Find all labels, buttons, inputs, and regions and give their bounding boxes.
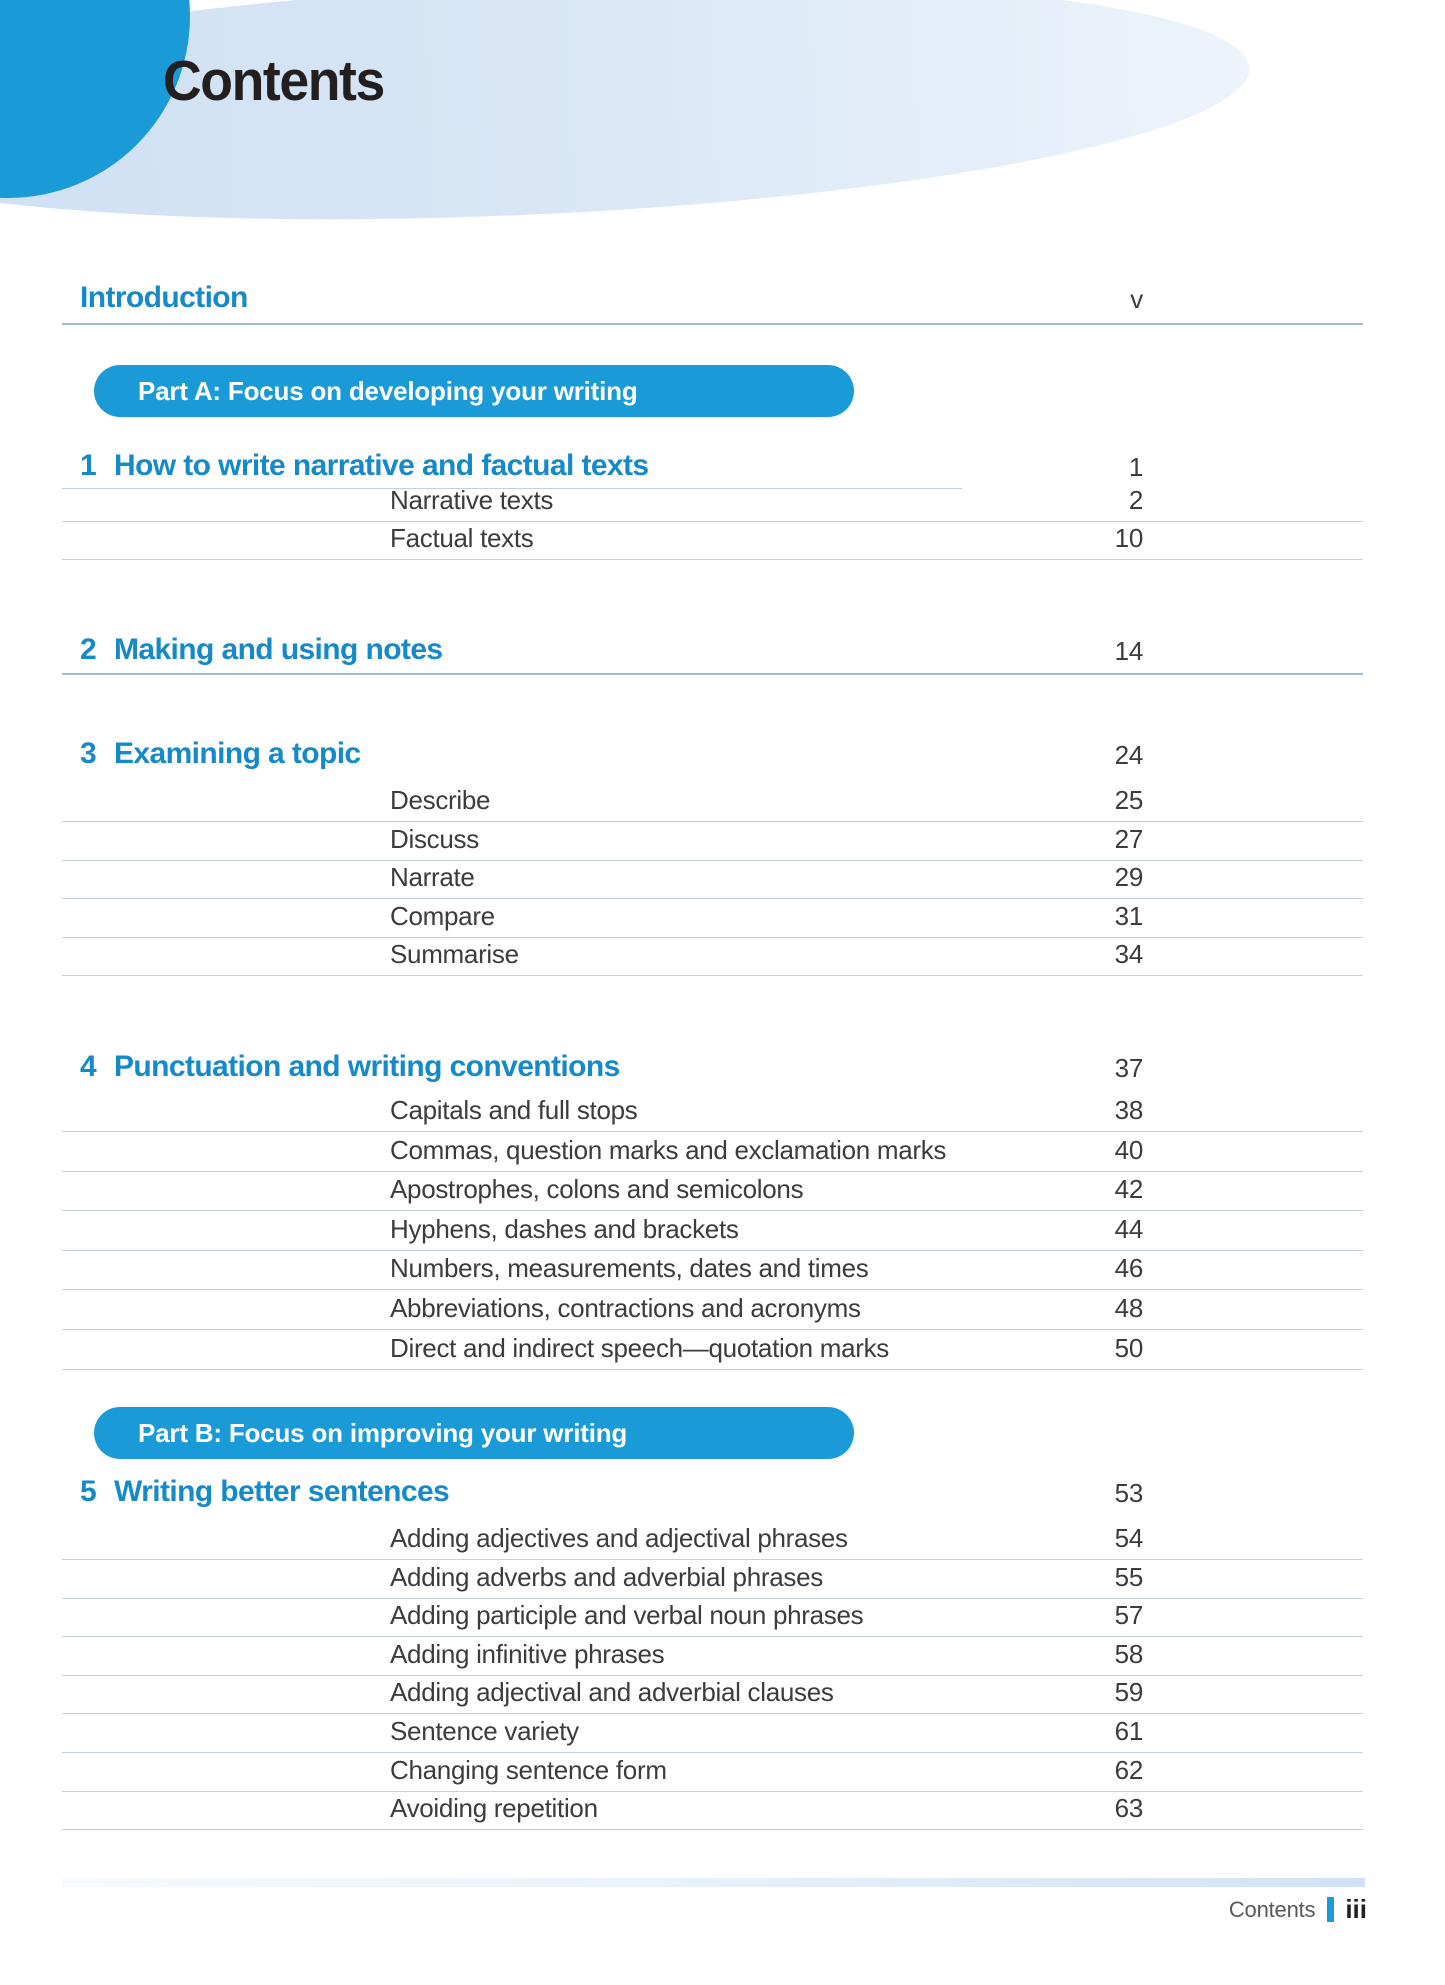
toc-subitem-row [62,1792,1363,1831]
subitem-label: Hyphens, dashes and brackets [390,1213,739,1244]
subitem-label: Commas, question marks and exclamation marks [390,1134,947,1165]
toc-subitem-row [62,1714,1363,1753]
toc-subitem-row [62,822,1363,861]
chapter-section-1 [62,437,1363,560]
chapter-section-3 [62,727,1363,976]
part-a-banner-label: Part A: Focus on developing your writing [138,375,638,406]
subitem-label: Narrate [390,862,475,892]
subitem-page-number: 44 [1114,1213,1143,1244]
subitem-page-number: 46 [1114,1253,1143,1284]
subitem-label: Adding adjectival and adverbial clauses [390,1677,834,1708]
subitem-label: Adding participle and verbal noun phrases [390,1600,864,1631]
footer-rule-bar [62,1878,1365,1887]
subitem-label: Factual texts [390,523,534,553]
toc-chapter-row [62,1040,1363,1090]
toc-subitem-row [62,1637,1363,1676]
subitem-label: Capitals and full stops [390,1095,638,1125]
subitem-label: Narrative texts [390,485,554,515]
toc-subitem-row [62,899,1363,938]
subitem-label: Summarise [390,939,519,969]
subitem-page-number: 29 [1114,862,1143,892]
footer-section-label: Contents [1228,1896,1316,1922]
subitem-label: Compare [390,900,495,931]
page-header [0,0,1445,260]
subitem-page-number: 61 [1114,1715,1143,1746]
footer [1229,1894,1367,1925]
subitem-page-number: 2 [1128,485,1143,515]
subitem-page-number: 42 [1114,1174,1143,1205]
toc-subitem-row [62,1090,1363,1132]
chapter-page-number: 1 [1128,452,1143,482]
toc-subitem-row [62,1599,1363,1638]
toc-entry-page-number: v [1130,284,1143,314]
subitem-page-number: 38 [1114,1095,1143,1125]
part-b-banner-label: Part B: Focus on improving your writing [138,1417,628,1448]
chapter-subitems [62,777,1363,976]
chapter-section-2 [62,610,1363,675]
toc-subitem-row [62,522,1363,560]
subitem-page-number: 10 [1114,523,1143,553]
toc-subitem-row [62,485,1363,522]
chapter-subitems [62,1090,1363,1370]
toc-subitem-row [62,1211,1363,1251]
subitem-label: Adding adverbs and adverbial phrases [390,1561,823,1592]
subitem-page-number: 62 [1114,1754,1143,1785]
subitem-page-number: 48 [1114,1292,1143,1323]
part-b-banner [94,1407,854,1459]
subitem-page-number: 31 [1114,900,1143,931]
toc-subitem-row [62,938,1363,977]
toc-chapter-row [62,727,1363,777]
part-a-banner [94,365,854,417]
chapter-section-4 [62,1040,1363,1370]
subitem-page-number: 58 [1114,1638,1143,1669]
toc-subitem-row [62,1132,1363,1172]
subitem-page-number: 25 [1114,785,1143,815]
toc-subitem-row [62,1290,1363,1330]
toc-subitem-row [62,1251,1363,1291]
subitem-label: Discuss [390,823,479,854]
subitem-page-number: 40 [1114,1134,1143,1165]
chapter-subitems [62,485,1363,560]
chapter-subitems [62,1515,1363,1830]
chapter-number: 4 [80,1050,97,1083]
subitem-label: Adding infinitive phrases [390,1638,665,1669]
chapter-title: Punctuation and writing conventions [114,1050,620,1083]
chapter-page-number: 24 [1114,740,1143,770]
chapter-title: Making and using notes [114,633,443,666]
toc-subitem-row [62,1515,1363,1560]
chapter-number: 2 [80,633,97,666]
toc-chapter-row [62,437,1363,489]
header-decoration [0,0,1445,260]
chapter-number: 5 [80,1475,97,1508]
toc-chapter-row [62,1462,1363,1515]
subitem-label: Abbreviations, contractions and acronyms [390,1292,861,1323]
chapter-title: Examining a topic [114,737,361,770]
toc-subitem-row [62,1330,1363,1370]
subitem-label: Describe [390,785,491,815]
footer-divider-bar [1327,1897,1334,1922]
subitem-page-number: 59 [1114,1677,1143,1708]
toc-entry-label: Introduction [80,281,248,314]
subitem-page-number: 27 [1114,823,1143,854]
toc-entry-introduction [62,255,1363,325]
chapter-title: How to write narrative and factual texts [114,449,649,482]
toc-subitem-row [62,1172,1363,1212]
subitem-page-number: 57 [1114,1600,1143,1631]
footer-page-number: iii [1345,1894,1367,1924]
chapter-page-number: 37 [1114,1053,1143,1083]
subitem-label: Numbers, measurements, dates and times [390,1253,869,1284]
chapter-number: 1 [80,449,97,482]
subitem-label: Apostrophes, colons and semicolons [390,1174,804,1205]
chapter-section-5 [62,1462,1363,1830]
chapter-page-number: 53 [1114,1478,1143,1508]
page-title: Contents [163,49,384,113]
chapter-title: Writing better sentences [114,1475,450,1508]
toc-subitem-row [62,1676,1363,1715]
chapter-number: 3 [80,737,97,770]
subitem-page-number: 34 [1114,939,1143,969]
toc-subitem-row [62,1753,1363,1792]
subitem-page-number: 54 [1114,1523,1143,1553]
subitem-label: Sentence variety [390,1715,579,1746]
subitem-label: Direct and indirect speech—quotation marks [390,1332,889,1363]
subitem-label: Adding adjectives and adjectival phrases [390,1523,848,1553]
toc-subitem-row [62,1560,1363,1599]
toc-subitem-row [62,861,1363,900]
subitem-page-number: 63 [1114,1793,1143,1824]
toc-subitem-row [62,777,1363,822]
subitem-label: Avoiding repetition [390,1793,598,1824]
toc-chapter-row [62,610,1363,675]
subitem-page-number: 55 [1114,1561,1143,1592]
subitem-page-number: 50 [1114,1332,1143,1363]
subitem-label: Changing sentence form [390,1754,667,1785]
chapter-page-number: 14 [1114,636,1143,666]
